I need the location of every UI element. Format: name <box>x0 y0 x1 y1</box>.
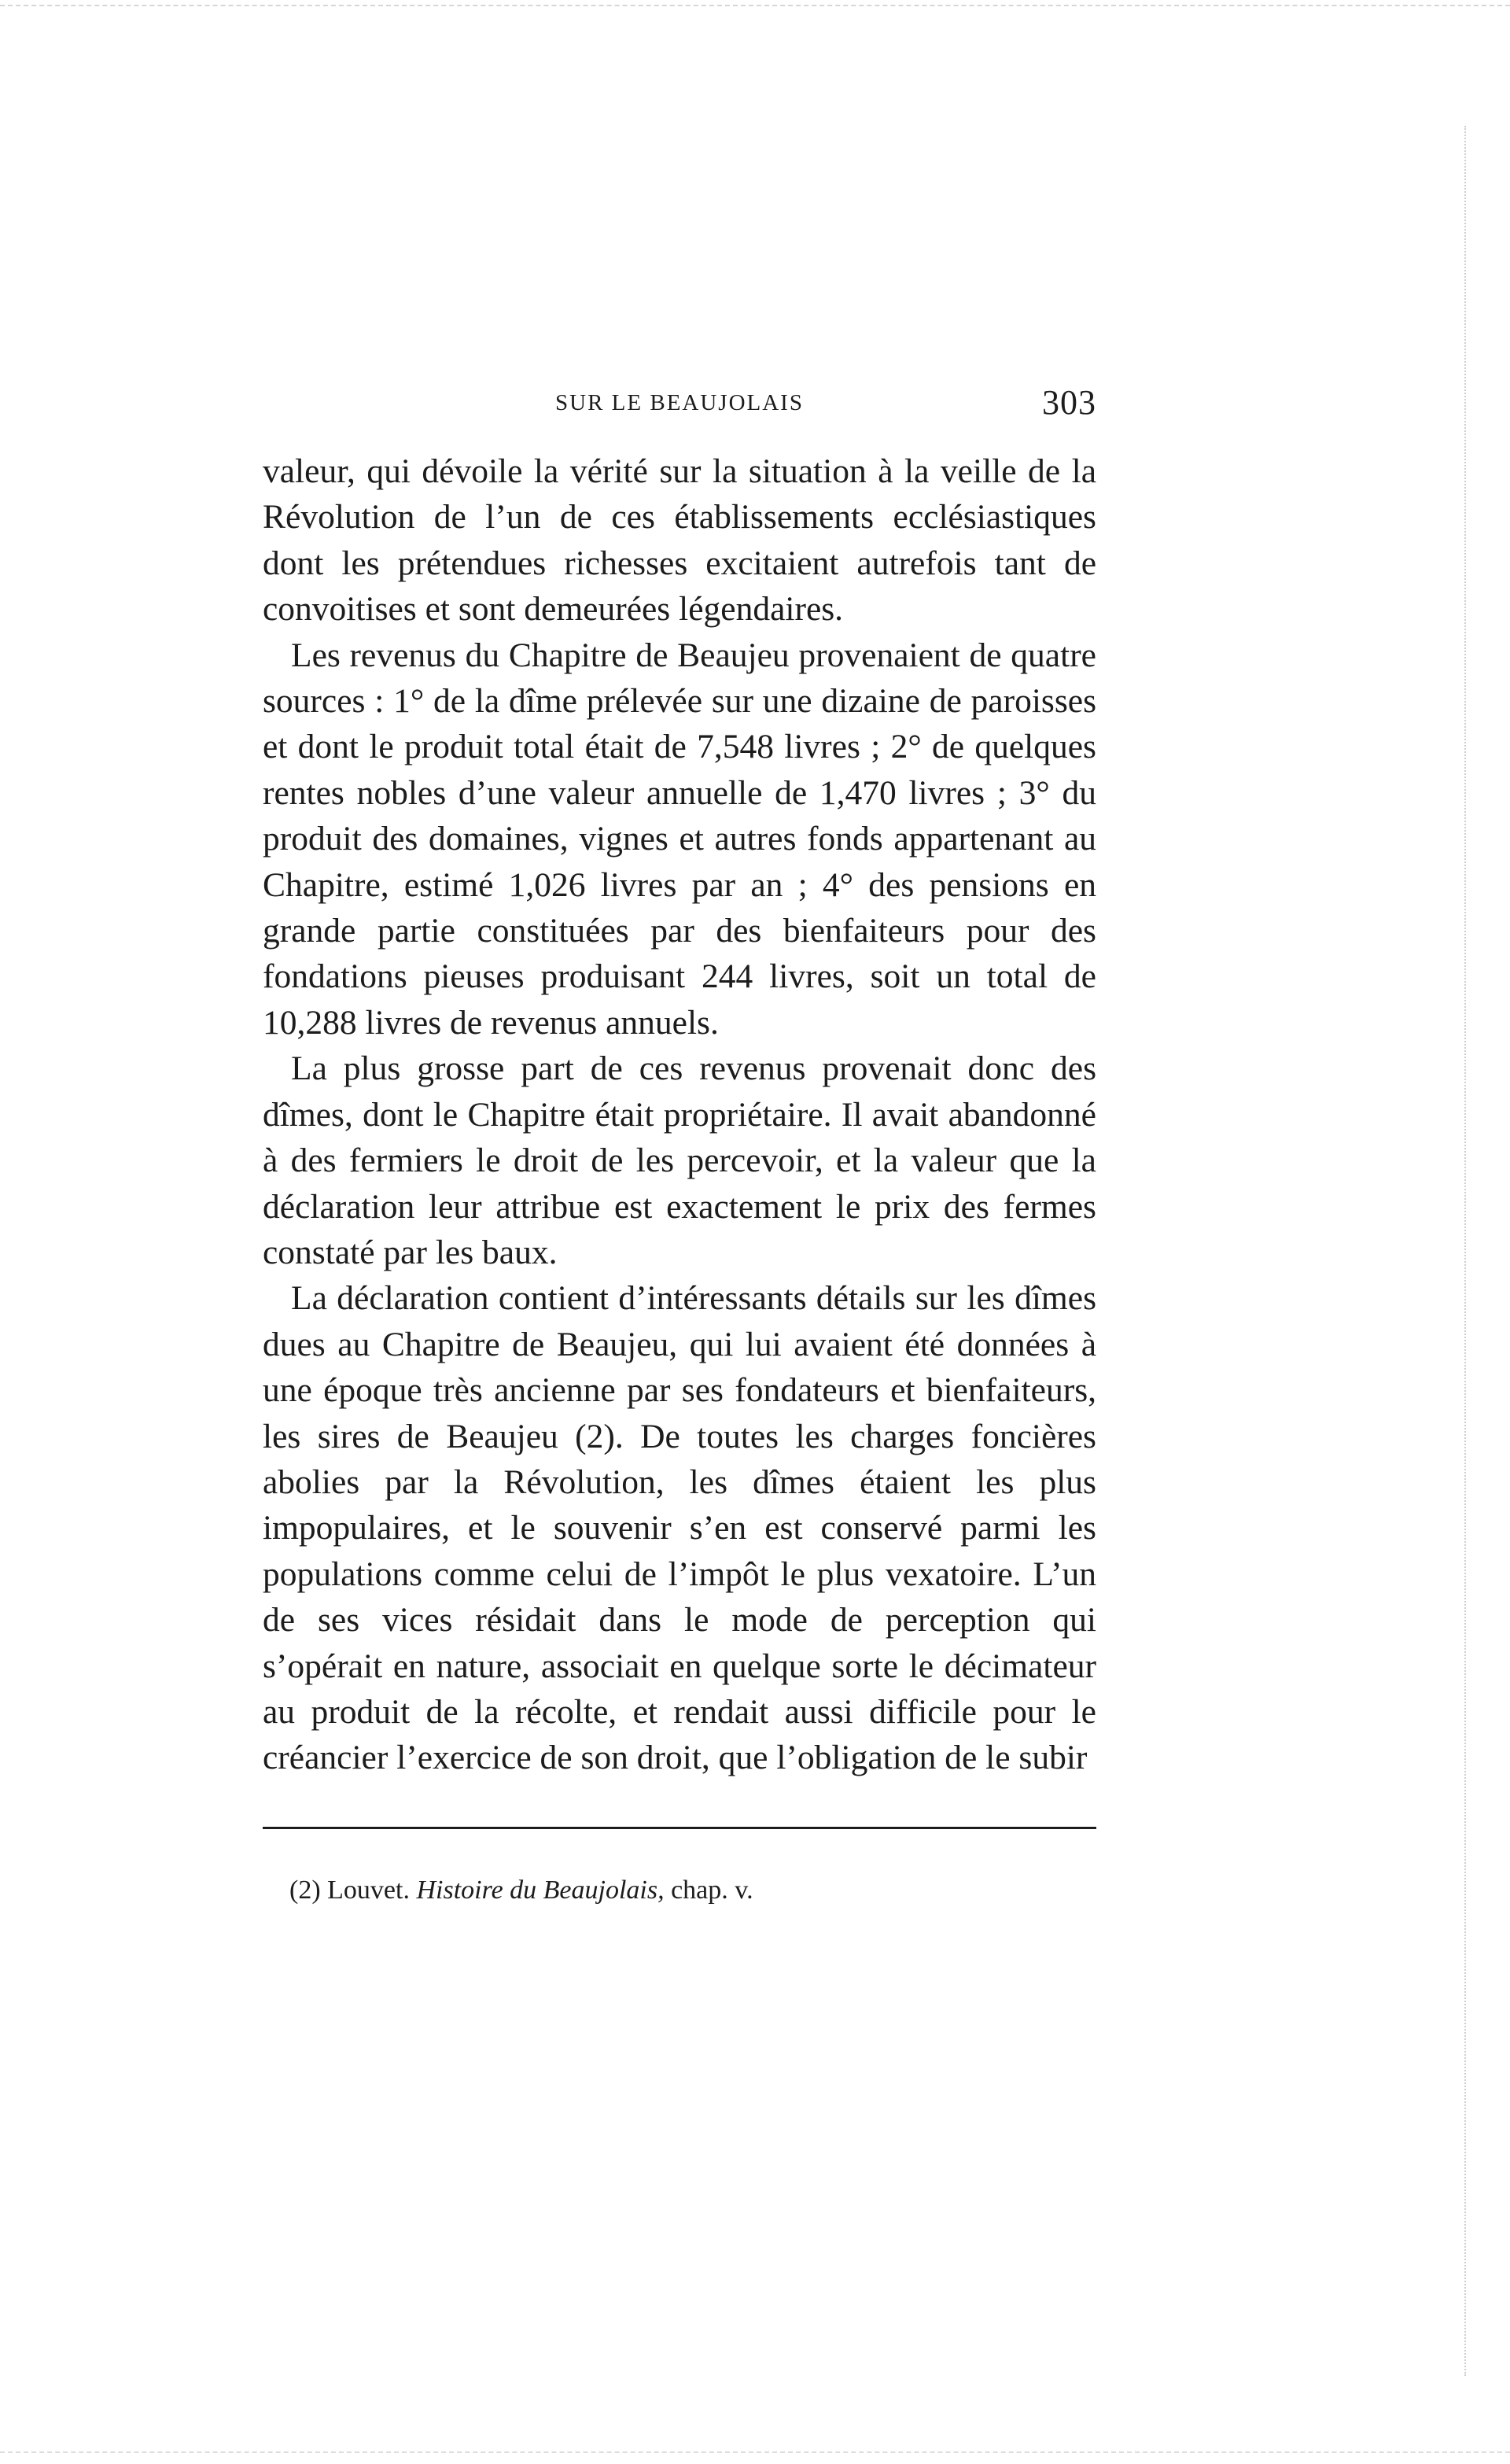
paragraph-dimes: La plus grosse part de ces revenus provenait donc des dîmes, dont le Chapitre était propriétaire. Il avait abandonné à des fermiers le droit de les percevoir, et la valeur que la déclaration leur attribue est exactement le prix des fermes constaté par les baux. <box>263 1049 1096 1271</box>
footnote-rule <box>263 1827 1096 1829</box>
scan-edge-artifact-right <box>1464 126 1466 2376</box>
body-text <box>263 448 1096 1781</box>
footnote <box>289 1872 1096 1909</box>
scan-edge-artifact-bottom <box>0 2451 1510 2453</box>
paragraph-continuation: valeur, qui dévoile la vérité sur la situation à la veille de la Révolution de l’un de ces établissements ecclésiastiques dont les prétendues richesses excitaient autrefois tant de convoitises et sont demeurées légendaires. <box>263 452 1096 629</box>
footnote-book-title: Histoire du Beaujolais, <box>416 1876 665 1905</box>
running-head <box>263 382 1096 437</box>
scan-edge-artifact-top <box>0 5 1510 6</box>
footnote-reference: chap. v. <box>671 1876 753 1905</box>
paragraph-revenues: Les revenus du Chapitre de Beaujeu provenaient de quatre sources : 1° de la dîme prélevée sur une dizaine de paroisses et dont le produit total était de 7,548 livres ; 2° de quelques rentes nobles d’une valeur annuelle de 1,470 livres ; 3° du produit des domaines, vignes et autres fonds appartenant au Chapitre, estimé 1,026 livres par an ; 4° des pensions en grande partie constituées par des bienfaiteurs pour des fondations pieuses produisant 244 livres, soit un total de 10,288 livres de revenus annuels. <box>263 636 1096 1042</box>
footnote-marker: (2) <box>289 1876 321 1905</box>
running-title: SUR LE BEAUJOLAIS <box>555 390 804 415</box>
page-number: 303 <box>1042 383 1096 422</box>
paragraph-declaration: La déclaration contient d’intéressants détails sur les dîmes dues au Chapitre de Beaujeu, qui lui avaient été données à une époque très ancienne par ses fondateurs et bienfaiteurs, les sires de Beaujeu (2). De toutes les charges foncières abolies par la Révolution, les dîmes étaient les plus impopulaires, et le souvenir s’en est conservé parmi les populations comme celui de l’impôt le plus vexatoire. L’un de ses vices résidait dans le mode de perception qui s’opérait en nature, associait en quelque sorte le décimateur au produit de la récolte, et rendait aussi difficile pour le créancier l’exercice de son droit, que l’obligation de le subir <box>263 1279 1096 1777</box>
footnote-author: Louvet. <box>327 1876 410 1905</box>
